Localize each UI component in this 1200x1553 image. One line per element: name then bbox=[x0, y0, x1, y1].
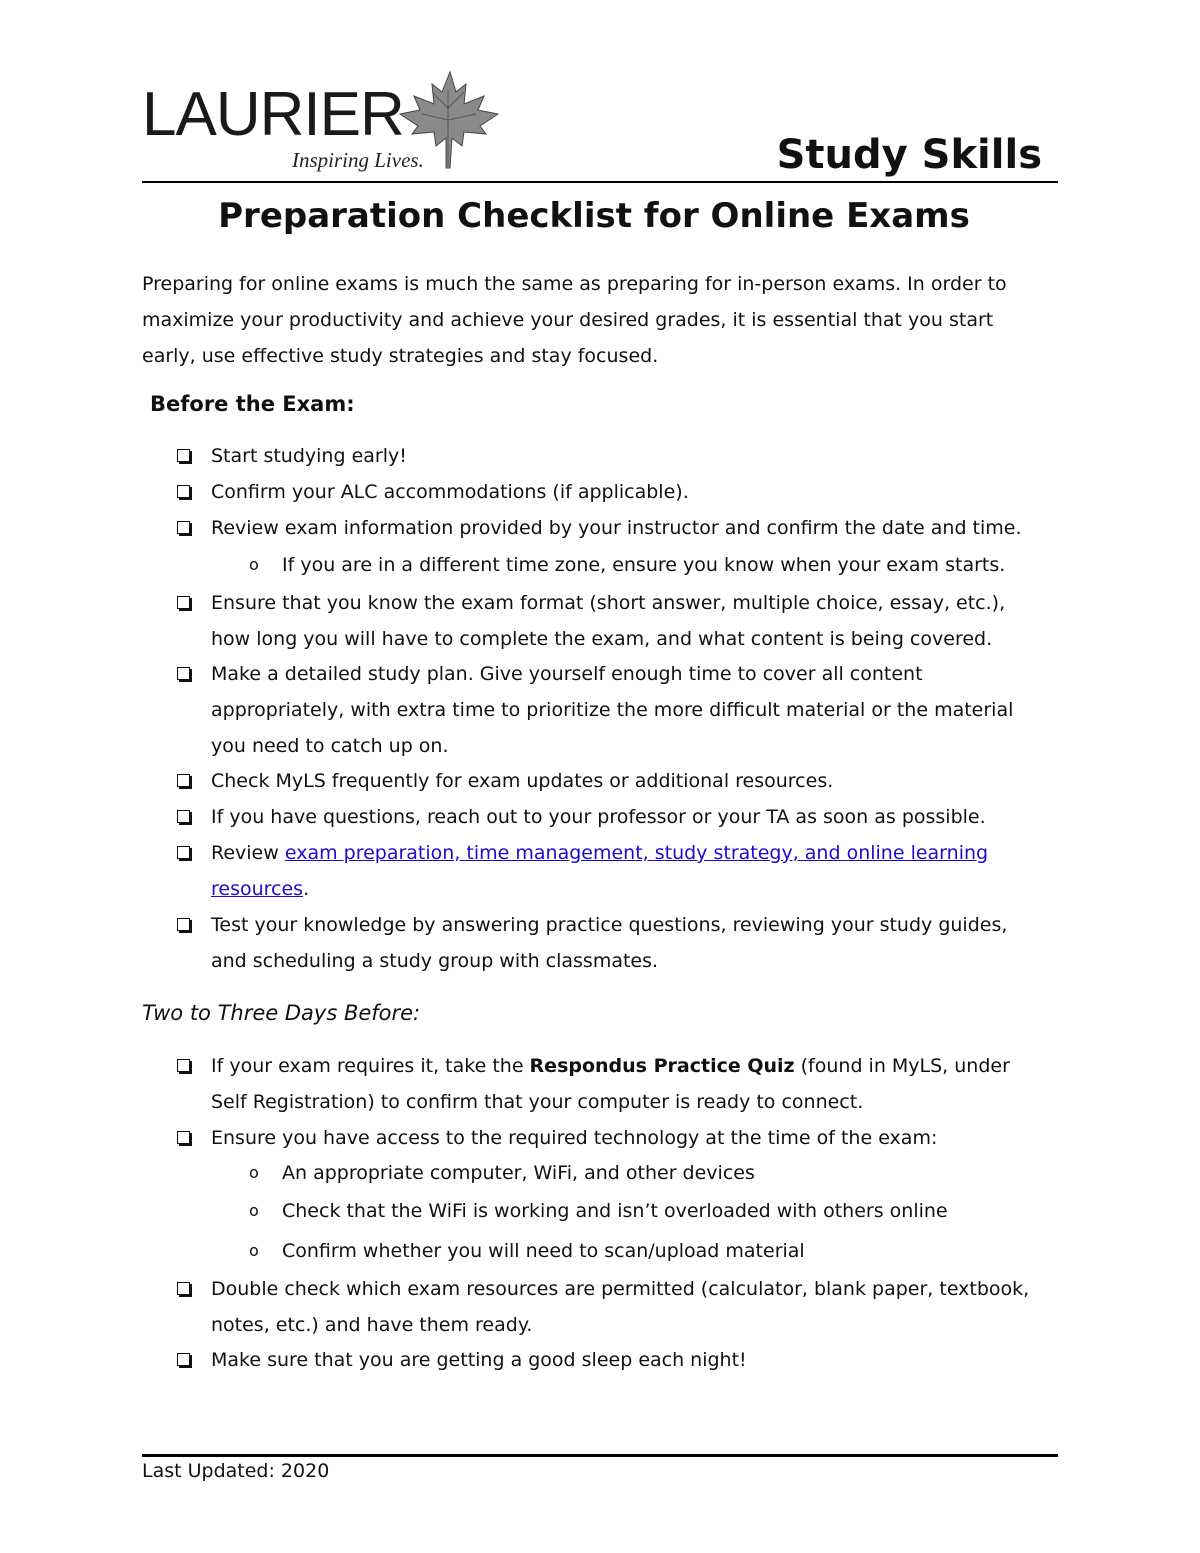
checklist-item[interactable] bbox=[177, 907, 1047, 979]
checklist-item-label: Confirm your ALC accommodations (if applicable). bbox=[211, 481, 689, 503]
sub-list-item bbox=[249, 1193, 1049, 1229]
checkbox-icon[interactable] bbox=[177, 596, 190, 609]
checklist-item[interactable] bbox=[177, 474, 1047, 510]
last-updated: Last Updated: 2020 bbox=[142, 1460, 330, 1482]
checklist-item[interactable] bbox=[177, 763, 1047, 799]
sub-list-item bbox=[249, 547, 1049, 583]
checkbox-icon[interactable] bbox=[177, 667, 190, 680]
page-title: Preparation Checklist for Online Exams bbox=[218, 196, 970, 236]
checklist-item[interactable] bbox=[177, 438, 1047, 474]
checklist-item[interactable] bbox=[177, 835, 1047, 907]
resources-link[interactable]: exam preparation, time management, study strategy, and online learning resources bbox=[211, 842, 989, 900]
laurier-logo bbox=[142, 70, 502, 180]
circle-bullet-icon: o bbox=[249, 1241, 259, 1260]
sub-list-item-label: If you are in a different time zone, ensure you know when your exam starts. bbox=[282, 554, 1006, 576]
checklist-item-label: Check MyLS frequently for exam updates or additional resources. bbox=[211, 770, 834, 792]
respondus-suffix: (found in MyLS, under Self Registration) to confirm that your computer is ready to connect. bbox=[211, 1055, 1010, 1113]
footer-divider bbox=[142, 1454, 1058, 1457]
checklist-item-label: Make sure that you are getting a good sleep each night! bbox=[211, 1349, 747, 1371]
respondus-quiz-name: Respondus Practice Quiz bbox=[529, 1055, 795, 1077]
checkbox-icon[interactable] bbox=[177, 918, 190, 931]
sub-list-item-label: Check that the WiFi is working and isn’t overloaded with others online bbox=[282, 1200, 948, 1222]
respondus-prefix: If your exam requires it, take the bbox=[211, 1055, 530, 1077]
sub-list-item bbox=[249, 1155, 1049, 1191]
checklist-item-label: Review exam information provided by your instructor and confirm the date and time. bbox=[211, 517, 1022, 539]
circle-bullet-icon: o bbox=[249, 1163, 259, 1182]
series-title: Study Skills bbox=[776, 132, 1042, 178]
checklist-item[interactable] bbox=[177, 1271, 1047, 1343]
intro-paragraph: Preparing for online exams is much the same as preparing for in-person exams. In order to maximize your productivity and achieve your desired grades, it is essential that you start early, use effective study strategies and stay focused. bbox=[142, 273, 1007, 367]
checkbox-icon[interactable] bbox=[177, 449, 190, 462]
sub-list-item-label: An appropriate computer, WiFi, and other devices bbox=[282, 1162, 755, 1184]
checklist-item-label: Ensure you have access to the required technology at the time of the exam: bbox=[211, 1127, 938, 1149]
checklist-item-label: Make a detailed study plan. Give yourself enough time to cover all content appropriately, with extra time to prioritize the more difficult material or the material you need to catch up on. bbox=[211, 663, 1014, 757]
checkbox-icon[interactable] bbox=[177, 1059, 190, 1072]
section-heading-two-three-days: Two to Three Days Before: bbox=[142, 1001, 421, 1025]
checklist-item-label bbox=[211, 835, 1047, 907]
checkbox-icon[interactable] bbox=[177, 774, 190, 787]
circle-bullet-icon: o bbox=[249, 1201, 259, 1220]
checklist-item[interactable] bbox=[177, 656, 1047, 764]
checkbox-icon[interactable] bbox=[177, 1353, 190, 1366]
checklist-item[interactable] bbox=[177, 1048, 1047, 1120]
logo-wordmark: LAURIER bbox=[142, 80, 404, 149]
review-suffix: . bbox=[303, 878, 310, 900]
logo-tagline: Inspiring Lives. bbox=[292, 148, 424, 172]
section-heading-before-exam: Before the Exam: bbox=[150, 392, 355, 416]
checklist-item[interactable] bbox=[177, 799, 1047, 835]
checklist-item-label: Start studying early! bbox=[211, 445, 407, 467]
header-divider bbox=[142, 181, 1058, 183]
checkbox-icon[interactable] bbox=[177, 1131, 190, 1144]
sub-list-item bbox=[249, 1233, 1049, 1269]
checkbox-icon[interactable] bbox=[177, 521, 190, 534]
circle-bullet-icon: o bbox=[249, 555, 259, 574]
checklist-item-label: Ensure that you know the exam format (short answer, multiple choice, essay, etc.), how long you will have to complete the exam, and what content is being covered. bbox=[211, 592, 1006, 650]
checklist-item-label: Test your knowledge by answering practice questions, reviewing your study guides, and scheduling a study group with classmates. bbox=[211, 914, 1008, 972]
checklist-item[interactable] bbox=[177, 510, 1047, 546]
review-prefix: Review bbox=[211, 842, 285, 864]
checkbox-icon[interactable] bbox=[177, 1282, 190, 1295]
checklist-item-label: Double check which exam resources are permitted (calculator, blank paper, textbook, notes, etc.) and have them ready. bbox=[211, 1278, 1030, 1336]
checklist-item-label bbox=[211, 1048, 1047, 1120]
checklist-item[interactable] bbox=[177, 1120, 1047, 1156]
sub-list-item-label: Confirm whether you will need to scan/upload material bbox=[282, 1240, 805, 1262]
checkbox-icon[interactable] bbox=[177, 810, 190, 823]
checklist-item-label: If you have questions, reach out to your professor or your TA as soon as possible. bbox=[211, 806, 986, 828]
checkbox-icon[interactable] bbox=[177, 485, 190, 498]
checklist-item[interactable] bbox=[177, 1342, 1047, 1378]
checklist-item[interactable] bbox=[177, 585, 1047, 657]
checkbox-icon[interactable] bbox=[177, 846, 190, 859]
